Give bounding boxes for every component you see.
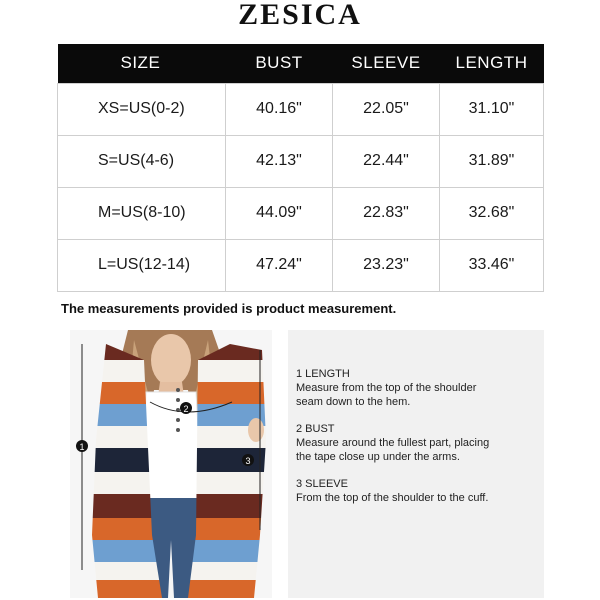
cell-size: M=US(8-10): [58, 187, 226, 239]
cell-length: 31.10": [440, 83, 544, 135]
guide-length: [296, 367, 476, 409]
cell-size: XS=US(0-2): [58, 83, 226, 135]
cell-bust: 47.24": [226, 239, 333, 291]
table-row: [58, 135, 544, 187]
cell-sleeve: 22.05": [333, 83, 440, 135]
cell-length: 31.89": [440, 135, 544, 187]
header-size: SIZE: [58, 44, 226, 83]
table-header-row: [58, 44, 544, 83]
guide-sleeve: [296, 477, 488, 505]
table-row: [58, 187, 544, 239]
header-bust: BUST: [226, 44, 333, 83]
cell-bust: 40.16": [226, 83, 333, 135]
measurement-guide-panel: [288, 330, 544, 598]
guide-sleeve-title: 3 SLEEVE: [296, 478, 348, 490]
guide-bust-title: 2 BUST: [296, 423, 335, 435]
guide-length-desc-line: Measure from the top of the shoulder: [296, 382, 477, 394]
guide-bust-desc-line: the tape close up under the arms.: [296, 451, 460, 463]
header-sleeve: SLEEVE: [333, 44, 440, 83]
brand-logo: ZESICA: [238, 0, 362, 31]
table-row: [58, 239, 544, 291]
size-chart-table: [57, 44, 544, 292]
cell-sleeve: 23.23": [333, 239, 440, 291]
cell-size: L=US(12-14): [58, 239, 226, 291]
marker-2-label: 2: [183, 404, 189, 414]
guide-bust-desc-line: Measure around the fullest part, placing: [296, 437, 490, 449]
cell-length: 32.68": [440, 187, 544, 239]
guide-bust: [296, 422, 489, 464]
cell-size: S=US(4-6): [58, 135, 226, 187]
cell-sleeve: 22.44": [333, 135, 440, 187]
table-row: [58, 83, 544, 135]
marker-1-label: 1: [79, 442, 85, 452]
guide-sleeve-desc-line: From the top of the shoulder to the cuff.: [296, 492, 489, 504]
header-length: LENGTH: [440, 44, 544, 83]
guide-length-title: 1 LENGTH: [296, 368, 350, 380]
cell-length: 33.46": [440, 239, 544, 291]
marker-3-label: 3: [245, 456, 251, 466]
guide-length-desc-line: seam down to the hem.: [296, 396, 411, 408]
model-photo: [70, 330, 272, 598]
cell-bust: 44.09": [226, 187, 333, 239]
cell-bust: 42.13": [226, 135, 333, 187]
cardigan-illustration: [70, 330, 272, 598]
measurement-note: The measurements provided is product measurement.: [61, 301, 397, 316]
cell-sleeve: 22.83": [333, 187, 440, 239]
